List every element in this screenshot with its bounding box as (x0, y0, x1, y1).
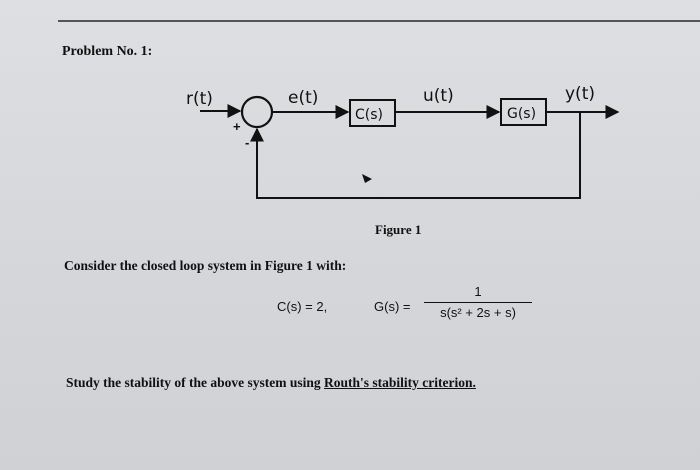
study-text (66, 375, 476, 391)
plant-block-label: G(s) (507, 106, 537, 122)
study-prefix: Study the stability of the above system using (66, 375, 325, 390)
problem-label: Problem No. 1: (62, 44, 153, 59)
routh-criterion-link: Routh's stability criterion. (324, 375, 476, 390)
fraction-bar (424, 302, 532, 303)
g-fraction (424, 284, 532, 321)
g-numerator: 1 (474, 284, 482, 299)
stray-arrow-mark (362, 174, 372, 183)
summing-junction (242, 97, 272, 127)
g-denominator: s(s² + 2s + s) (440, 305, 516, 320)
figure-caption: Figure 1 (375, 222, 422, 237)
consider-text: Consider the closed loop system in Figure 1 with: (64, 258, 347, 273)
c-equation: C(s) = 2, (277, 299, 328, 314)
control-signal-label: u(t) (423, 86, 454, 106)
sum-minus-sign: - (245, 135, 250, 150)
error-signal-label: e(t) (288, 88, 319, 108)
sum-plus-sign: + (233, 119, 241, 134)
output-signal-label: y(t) (565, 84, 595, 104)
g-equation-lhs: G(s) = (374, 299, 411, 314)
input-signal-label: r(t) (186, 89, 213, 109)
controller-block-label: C(s) (355, 107, 383, 123)
